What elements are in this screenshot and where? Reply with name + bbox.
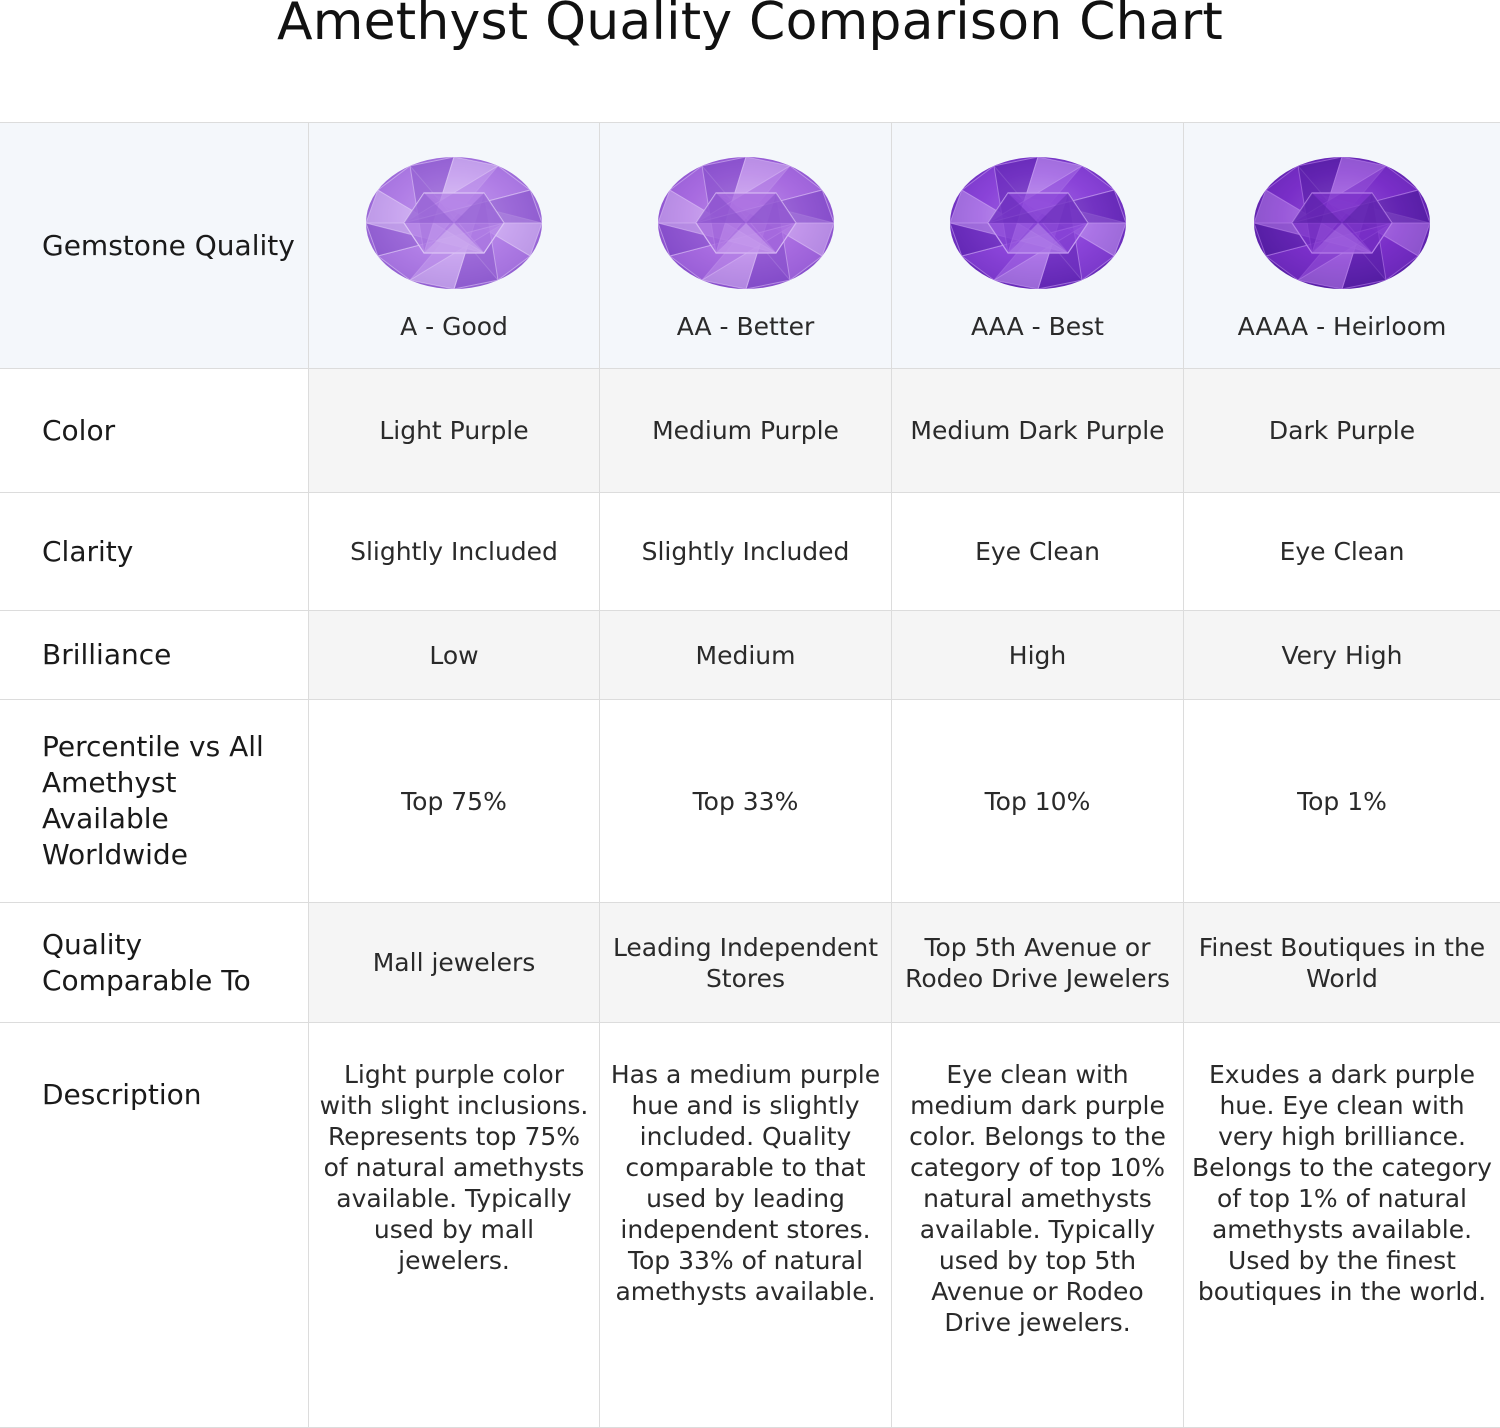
description-value: Light purple color with slight inclusions. Represents top 75% of natural amethysts available. Typically used by mall jewelers. — [309, 1023, 600, 1428]
grade-header-aa — [600, 123, 892, 369]
brilliance-value: Very High — [1184, 611, 1500, 700]
grade-header-aaa — [892, 123, 1184, 369]
row-label-comparable: Quality Comparable To — [0, 903, 309, 1023]
percentile-value: Top 75% — [309, 700, 600, 903]
amethyst-gem-icon — [364, 155, 544, 291]
amethyst-gem-icon — [656, 155, 836, 291]
percentile-value: Top 33% — [600, 700, 892, 903]
brilliance-value: Low — [309, 611, 600, 700]
clarity-value: Eye Clean — [1184, 493, 1500, 611]
header-label: Gemstone Quality — [0, 123, 309, 369]
grade-header-a — [309, 123, 600, 369]
row-label-description: Description — [0, 1023, 309, 1428]
clarity-value: Slightly Included — [600, 493, 892, 611]
comparable-value: Leading Independent Stores — [600, 903, 892, 1023]
percentile-value: Top 1% — [1184, 700, 1500, 903]
description-value: Eye clean with medium dark purple color. Belongs to the category of top 10% natural amethysts available. Typically used by top 5th Avenue or Rodeo Drive jewelers. — [892, 1023, 1184, 1428]
color-value: Medium Purple — [600, 369, 892, 493]
comparable-value: Mall jewelers — [309, 903, 600, 1023]
description-value: Exudes a dark purple hue. Eye clean with very high brilliance. Belongs to the category of top 1% of natural amethysts available. Used by the finest boutiques in the world. — [1184, 1023, 1500, 1428]
percentile-value: Top 10% — [892, 700, 1184, 903]
color-value: Light Purple — [309, 369, 600, 493]
row-label-brilliance: Brilliance — [0, 611, 309, 700]
clarity-value: Eye Clean — [892, 493, 1184, 611]
grade-name: AAAA - Heirloom — [1237, 312, 1447, 341]
grade-name: AAA - Best — [971, 312, 1104, 341]
color-value: Medium Dark Purple — [892, 369, 1184, 493]
color-value: Dark Purple — [1184, 369, 1500, 493]
grade-name: A - Good — [400, 312, 508, 341]
row-label-color: Color — [0, 369, 309, 493]
brilliance-value: High — [892, 611, 1184, 700]
row-label-clarity: Clarity — [0, 493, 309, 611]
row-label-percentile: Percentile vs All Amethyst Available Worldwide — [0, 700, 309, 903]
amethyst-gem-icon — [1252, 155, 1432, 291]
grade-name: AA - Better — [676, 312, 815, 341]
comparable-value: Top 5th Avenue or Rodeo Drive Jewelers — [892, 903, 1184, 1023]
brilliance-value: Medium — [600, 611, 892, 700]
clarity-value: Slightly Included — [309, 493, 600, 611]
description-value: Has a medium purple hue and is slightly included. Quality comparable to that used by leading independent stores. Top 33% of natural amethysts available. — [600, 1023, 892, 1428]
comparable-value: Finest Boutiques in the World — [1184, 903, 1500, 1023]
grade-header-aaaa — [1184, 123, 1500, 369]
amethyst-gem-icon — [948, 155, 1128, 291]
comparison-table — [0, 122, 1500, 1428]
page-title: Amethyst Quality Comparison Chart — [276, 0, 1224, 52]
